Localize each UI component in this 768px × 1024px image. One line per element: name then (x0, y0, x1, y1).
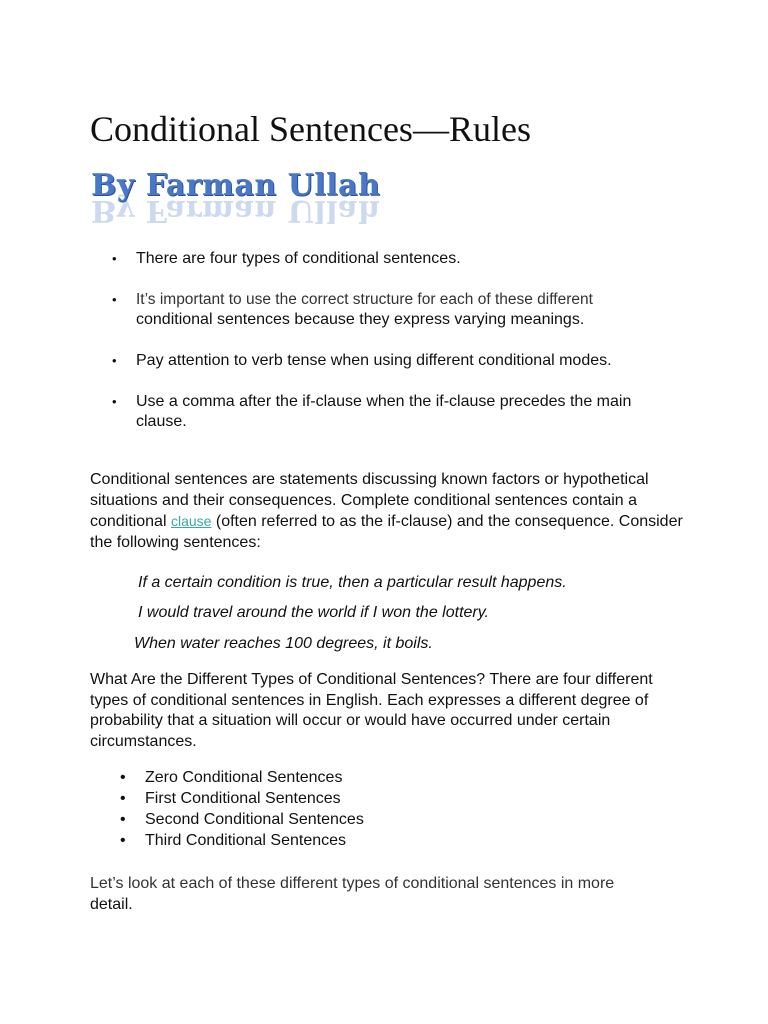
types-intro-paragraph: What Are the Different Types of Conditional Sentences? There are four different types of conditional sentences in English. Each expresses a different degree of probability that a situation will occur or would have occurred under certain circumstances. (90, 671, 653, 750)
author-byline (91, 168, 391, 228)
rule-item (108, 249, 688, 269)
rule-text: It’s important to use the correct structure for each of these different (136, 291, 593, 308)
bullet-icon: • (112, 394, 117, 409)
rule-text: Pay attention to verb tense when using different conditional modes. (136, 352, 612, 369)
document-title: Conditional Sentences—Rules (90, 109, 531, 149)
conditional-types-list (120, 767, 364, 851)
intro-paragraph (90, 470, 690, 553)
bullet-icon: • (120, 769, 126, 786)
bullet-icon: • (120, 832, 126, 849)
clause-link[interactable]: clause (170, 513, 212, 529)
type-item (120, 809, 364, 830)
example-sentence: I would travel around the world if I won the lottery. (138, 604, 489, 621)
intro-text-after: (often referred to as the if-clause) and the consequence. Consider the following sentences: (90, 513, 683, 551)
rule-text: clause. (136, 413, 187, 430)
bullet-icon: • (112, 251, 117, 266)
type-label: Second Conditional Sentences (145, 811, 364, 828)
author-byline-text: By Farman Ullah (91, 168, 381, 203)
rule-item (108, 392, 688, 432)
bullet-icon: • (120, 790, 126, 807)
rule-item (108, 290, 688, 330)
type-item (120, 767, 364, 788)
intro-text-before: Conditional sentences are statements discussing known factors or hypothetical situations and their consequences. Complete conditional sentences contain a conditional (90, 471, 649, 530)
closing-paragraph (90, 874, 690, 915)
rule-item (108, 351, 688, 371)
type-label: Third Conditional Sentences (145, 832, 347, 849)
closing-line: detail. (90, 895, 133, 913)
type-item (120, 830, 364, 851)
type-label: First Conditional Sentences (145, 790, 341, 807)
rules-list (108, 249, 688, 432)
rule-text: conditional sentences because they express varying meanings. (136, 311, 585, 328)
type-item (120, 788, 364, 809)
type-label: Zero Conditional Sentences (145, 769, 343, 786)
example-sentence: If a certain condition is true, then a particular result happens. (138, 574, 567, 591)
author-byline-reflection: By Farman Ullah (91, 193, 381, 228)
bullet-icon: • (112, 353, 117, 368)
bullet-icon: • (112, 292, 117, 307)
rule-text: There are four types of conditional sentences. (136, 250, 461, 267)
rule-text: Use a comma after the if-clause when the if-clause precedes the main (136, 393, 632, 410)
bullet-icon: • (120, 811, 126, 828)
example-sentence: When water reaches 100 degrees, it boils. (134, 635, 433, 652)
closing-line: Let’s look at each of these different types of conditional sentences in more (90, 875, 615, 892)
